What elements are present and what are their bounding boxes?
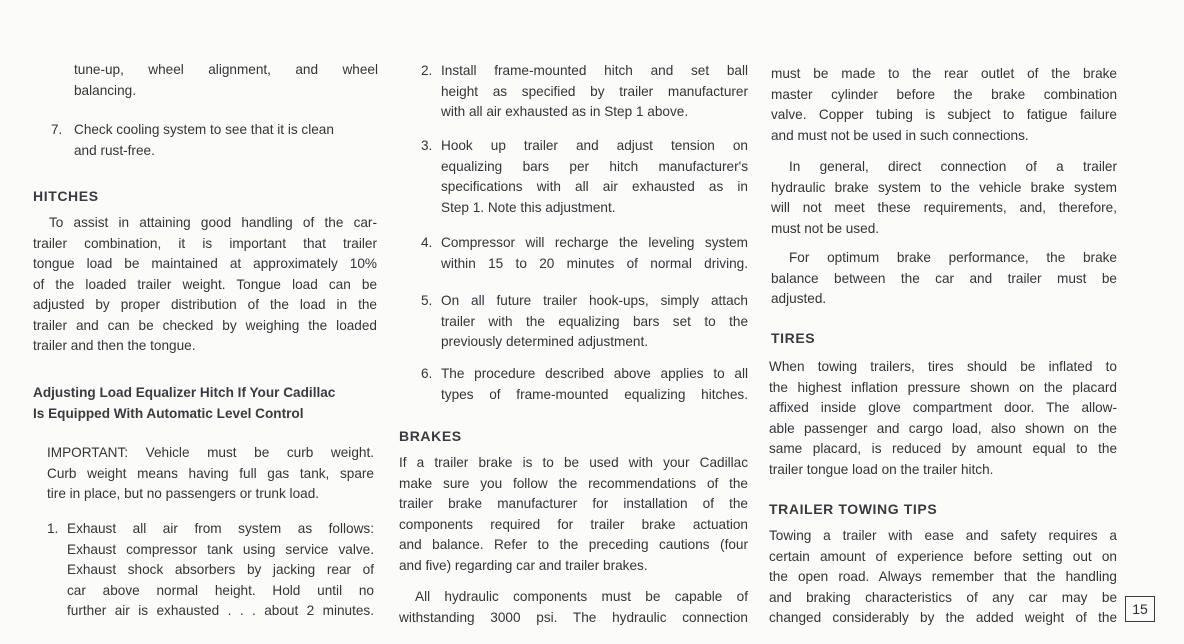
text-line: tire in place, but no passengers or trunk load. bbox=[47, 486, 320, 501]
text-line: Check cooling system to see that it is clean bbox=[74, 122, 334, 137]
text-line: If a trailer brake is to be used with your Cadillac bbox=[399, 455, 748, 470]
fragment-paragraph bbox=[74, 60, 378, 101]
text-line: and must not be used in such connections. bbox=[771, 127, 1029, 143]
text-line: hydraulic brake system to the vehicle brake system bbox=[771, 179, 1117, 195]
brakes-paragraph-2 bbox=[399, 587, 748, 628]
item-7-text bbox=[74, 120, 379, 161]
text-line: the highest inflation pressure shown on the placard bbox=[769, 379, 1117, 395]
text-line: adjusted. bbox=[771, 291, 827, 306]
text-line: For optimum brake performance, the brake bbox=[789, 250, 1117, 265]
step-5-number: 5. bbox=[421, 293, 433, 308]
text-line: within 15 to 20 minutes of normal driving. bbox=[441, 255, 748, 271]
text-line: trailer and can be checked by weighing the loaded bbox=[33, 317, 377, 333]
text-line: The procedure described above applies to all bbox=[441, 366, 748, 381]
text-line: tongue load be maintained at approximately 10% bbox=[33, 256, 377, 271]
text-line: and braking characteristics of any car may be bbox=[769, 589, 1117, 605]
text-line: All hydraulic components must be capable of bbox=[415, 589, 748, 604]
text-line: Compressor will recharge the leveling system bbox=[441, 235, 748, 250]
text-line: Step 1. Note this adjustment. bbox=[441, 199, 616, 215]
text-line: adjusted by proper distribution of the load in the bbox=[33, 297, 377, 312]
text-line: On all future trailer hook-ups, simply attach bbox=[441, 293, 748, 308]
text-line: withstanding 3000 psi. The hydraulic connection bbox=[399, 609, 748, 625]
text-line: To assist in attaining good handling of the car- bbox=[49, 215, 377, 230]
text-line: able passenger and cargo load, also shown on the bbox=[769, 420, 1117, 436]
text-line: trailer with the equalizing bars set to the bbox=[441, 313, 748, 329]
brakes-paragraph-1 bbox=[399, 453, 748, 576]
text-line: types of frame-mounted equalizing hitches. bbox=[441, 386, 748, 402]
text-line: car above normal height. Hold until no bbox=[67, 582, 374, 598]
text-line: and five) regarding car and trailer brakes. bbox=[399, 557, 648, 573]
hitches-heading: HITCHES bbox=[33, 188, 99, 204]
text-line: balance between the car and trailer must be bbox=[771, 270, 1117, 286]
brakes-heading: BRAKES bbox=[399, 428, 462, 444]
text-line: trailer tongue load on the trailer hitch. bbox=[769, 461, 994, 477]
text-line: tune-up, wheel alignment, and wheel bbox=[74, 62, 378, 77]
text-line: will not meet these requirements, and, therefore, bbox=[771, 200, 1117, 215]
step-5-text bbox=[441, 291, 748, 353]
step-3-text bbox=[441, 136, 748, 218]
tires-heading: TIRES bbox=[771, 330, 816, 346]
text-line: make sure you follow the recommendations of the bbox=[399, 475, 748, 491]
general-paragraph bbox=[771, 157, 1117, 239]
text-line: must be made to the rear outlet of the brake bbox=[771, 66, 1117, 81]
optimum-brake-paragraph bbox=[771, 248, 1117, 310]
text-line: same placard, is reduced by amount equal to the bbox=[769, 441, 1117, 456]
text-line: master cylinder before the brake combination bbox=[771, 86, 1117, 102]
text-line: Install frame-mounted hitch and set ball bbox=[441, 63, 748, 78]
text-line: and rust-free. bbox=[74, 142, 155, 158]
page-number: 15 bbox=[1125, 596, 1155, 622]
step-6-text bbox=[441, 364, 748, 405]
text-line: Exhaust all air from system as follows: bbox=[67, 521, 374, 536]
step-6-number: 6. bbox=[421, 366, 433, 381]
step-1-text bbox=[67, 519, 374, 622]
text-line: trailer combination, it is important that trailer bbox=[33, 235, 377, 251]
text-line: Towing a trailer with ease and safety requires a bbox=[769, 528, 1117, 543]
text-line: equalizing bars per hitch manufacturer's bbox=[441, 158, 748, 174]
step-4-number: 4. bbox=[421, 235, 433, 250]
text-line: previously determined adjustment. bbox=[441, 334, 649, 349]
connection-paragraph bbox=[771, 64, 1117, 146]
text-line: trailer brake manufacturer for installation of the bbox=[399, 496, 748, 511]
text-line: affixed inside glove compartment door. The allow- bbox=[769, 400, 1117, 415]
text-line: further air is exhausted . . . about 2 minutes. bbox=[67, 603, 374, 618]
text-line: In general, direct connection of a trailer bbox=[789, 159, 1117, 174]
step-2-number: 2. bbox=[421, 63, 433, 78]
text-line: Curb weight means having full gas tank, spare bbox=[47, 465, 374, 481]
tires-paragraph bbox=[769, 357, 1117, 480]
text-line: certain amount of experience before setting out on bbox=[769, 548, 1117, 564]
trailer-towing-tips-heading: TRAILER TOWING TIPS bbox=[769, 501, 938, 517]
adjusting-hitch-heading bbox=[33, 383, 377, 424]
text-line: components required for trailer brake actuation bbox=[399, 516, 748, 532]
text-line: trailer and then the tongue. bbox=[33, 338, 196, 353]
text-line: Exhaust shock absorbers by jacking rear of bbox=[67, 562, 374, 577]
text-line: the open road. Always remember that the handling bbox=[769, 569, 1117, 584]
text-line: IMPORTANT: Vehicle must be curb weight. bbox=[47, 445, 374, 460]
text-line: with all air exhausted as in Step 1 above. bbox=[441, 104, 689, 119]
step-1-number: 1. bbox=[47, 521, 59, 536]
text-line: balancing. bbox=[74, 82, 136, 98]
step-2-text bbox=[441, 61, 748, 123]
heading-line: Adjusting Load Equalizer Hitch If Your Cadillac bbox=[33, 385, 336, 400]
important-note bbox=[47, 443, 374, 505]
text-line: changed considerably by the added weight of the bbox=[769, 610, 1117, 625]
text-line: specifications with all air exhausted as in bbox=[441, 179, 748, 194]
text-line: valve. Copper tubing is subject to fatigue failure bbox=[771, 107, 1117, 122]
text-line: When towing trailers, tires should be inflated to bbox=[769, 359, 1117, 374]
item-7-number: 7. bbox=[51, 122, 63, 137]
towing-tips-paragraph bbox=[769, 526, 1117, 629]
text-line: and balance. Refer to the preceding cautions (four bbox=[399, 537, 748, 552]
text-line: Hook up trailer and adjust tension on bbox=[441, 138, 748, 153]
text-line: of the loaded trailer weight. Tongue load can be bbox=[33, 276, 377, 292]
hitches-paragraph bbox=[33, 213, 377, 357]
text-line: must not be used. bbox=[771, 220, 880, 236]
text-line: Exhaust compressor tank using service valve. bbox=[67, 541, 374, 557]
heading-line: Is Equipped With Automatic Level Control bbox=[33, 405, 304, 421]
step-3-number: 3. bbox=[421, 138, 433, 153]
step-4-text bbox=[441, 233, 748, 274]
text-line: height as specified by trailer manufacturer bbox=[441, 83, 748, 99]
